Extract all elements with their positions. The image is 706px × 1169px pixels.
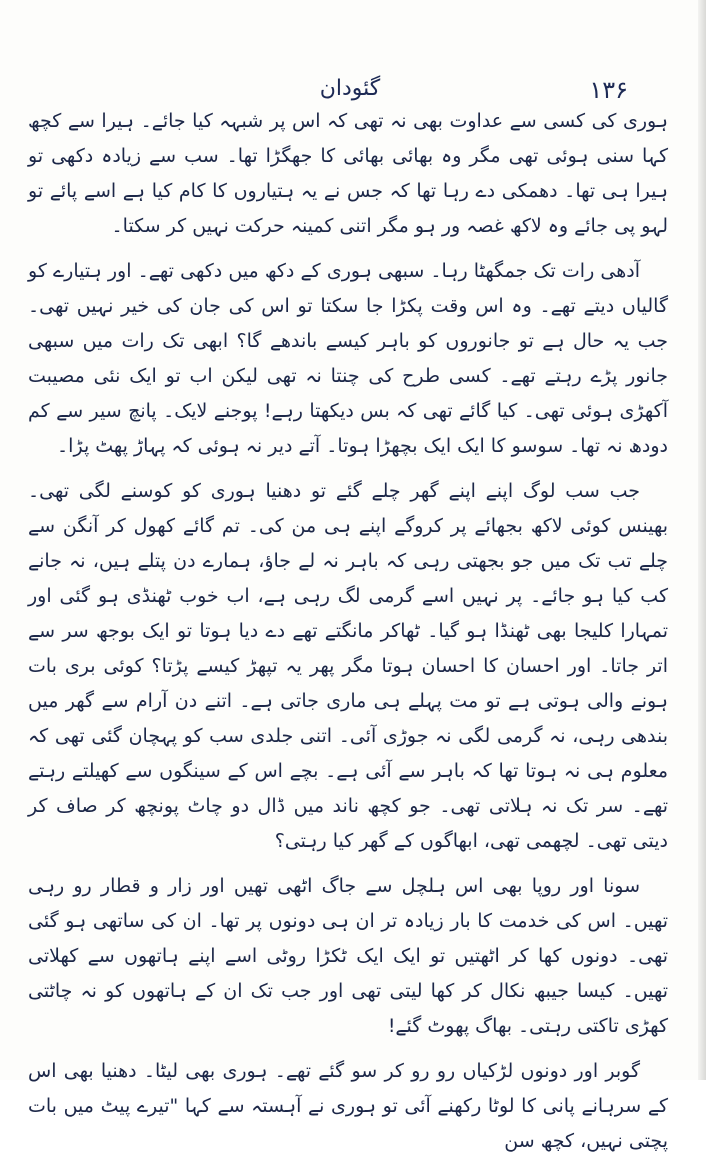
page-edge-shadow (698, 0, 706, 1080)
paragraph: جب سب لوگ اپنے اپنے گھر چلے گئے تو دھنیا ہوری کو کوسنے لگی تھی۔ بھینس کوئی لاکھ بجھائے پر کروگے اپنے ہی من کی۔ تم گائے کھول کر آنگن سے چلے تب تک میں جو بجھتی رہی کہ باہر نہ لے جاؤ، ہمارے دن پتلے ہیں، نہ جانے کب کیا ہو جائے۔ پر نہیں اسے گرمی لگ رہی ہے، اب خوب ٹھنڈی ہو گئی اور تمہارا کلیجا بھی ٹھنڈا ہو گیا۔ ٹھاکر مانگتے تھے دے دیا ہوتا تو ایک بوجھ سر سے اتر جاتا۔ اور احسان کا احسان ہوتا مگر پھر یہ تپھڑ کیسے پڑتا؟ کوئی بری بات ہونے والی ہوتی ہے تو مت پہلے ہی ماری جاتی ہے۔ اتنے دن آرام سے گھر میں بندھی رہی، نہ گرمی لگی نہ جوڑی آئی۔ اتنی جلدی سب کو پہچان گئی تھی کہ معلوم ہی نہ ہوتا تھا کہ باہر سے آئی ہے۔ بچے اس کے سینگوں سے کھیلتے رہتے تھے۔ سر تک نہ ہلاتی تھی۔ جو کچھ ناند میں ڈال دو چاٹ پونچھ کر صاف کر دیتی تھی۔ لچھمی تھی، ابھاگوں کے گھر کیا رہتی؟ (28, 480, 668, 852)
paragraph: گوبر اور دونوں لڑکیاں رو رو کر سو گئے تھے۔ ہوری بھی لیٹا۔ دھنیا بھی اس کے سرہانے پانی کا لوٹا رکھنے آئی تو ہوری نے آہستہ سے کہا "تیرے پیٹ میں بات پچتی نہیں، کچھ سن (28, 1060, 668, 1152)
paragraph: ہوری کی کسی سے عداوت بھی نہ تھی کہ اس پر شبہہ کیا جائے۔ ہیرا سے کچھ کہا سنی ہوئی تھی مگر وہ بھائی بھائی کا جھگڑا تھا۔ سب سے زیادہ دکھی تو ہیرا ہی تھا۔ دھمکی دے رہا تھا کہ جس نے یہ ہتیاروں کا کام کیا ہے اسے پائے تو لہو پی جائے وہ لاکھ غصہ ور ہو مگر اتنی کمینہ حرکت نہیں کر سکتا۔ (28, 110, 668, 237)
paragraph: سونا اور روپا بھی اس ہلچل سے جاگ اٹھی تھیں اور زار و قطار رو رہی تھیں۔ اس کی خدمت کا بار زیادہ تر ان ہی دونوں پر تھا۔ ان کی ساتھی ہو گئی تھی۔ دونوں کھا کر اٹھتیں تو ایک ایک ٹکڑا روٹی اسے اپنے ہاتھوں سے کھلاتی تھیں۔ کیسا جیبھ نکال کر کھا لیتی تھی اور جب تک ان کے ہاتھوں کو نہ چاٹتی کھڑی تاکتی رہتی۔ بھاگ پھوٹ گئے! (28, 875, 668, 1037)
page-number: ۱۳۶ (589, 76, 628, 104)
body-text (28, 104, 668, 1169)
paragraph: آدھی رات تک جمگھٹا رہا۔ سبھی ہوری کے دکھ میں دکھی تھے۔ اور ہتیارے کو گالیاں دیتے تھے۔ وہ اس وقت پکڑا جا سکتا تو اس کی جان کی خیر نہیں تھی۔ جب یہ حال ہے تو جانوروں کو باہر کیسے باندھے گا؟ ابھی تک رات میں سبھی جانور پڑے رہتے تھے۔ کسی طرح کی چنتا نہ تھی لیکن اب تو ایک نئی مصیبت آکھڑی ہوئی تھی۔ کیا گائے تھی کہ بس دیکھتا رہے! پوجنے لایک۔ پانچ سیر سے کم دودھ نہ تھا۔ سوسو کا ایک ایک بچھڑا ہوتا۔ آتے دیر نہ ہوئی کہ پہاڑ پھٹ پڑا۔ (28, 260, 668, 457)
running-title: گئودان (319, 76, 381, 101)
